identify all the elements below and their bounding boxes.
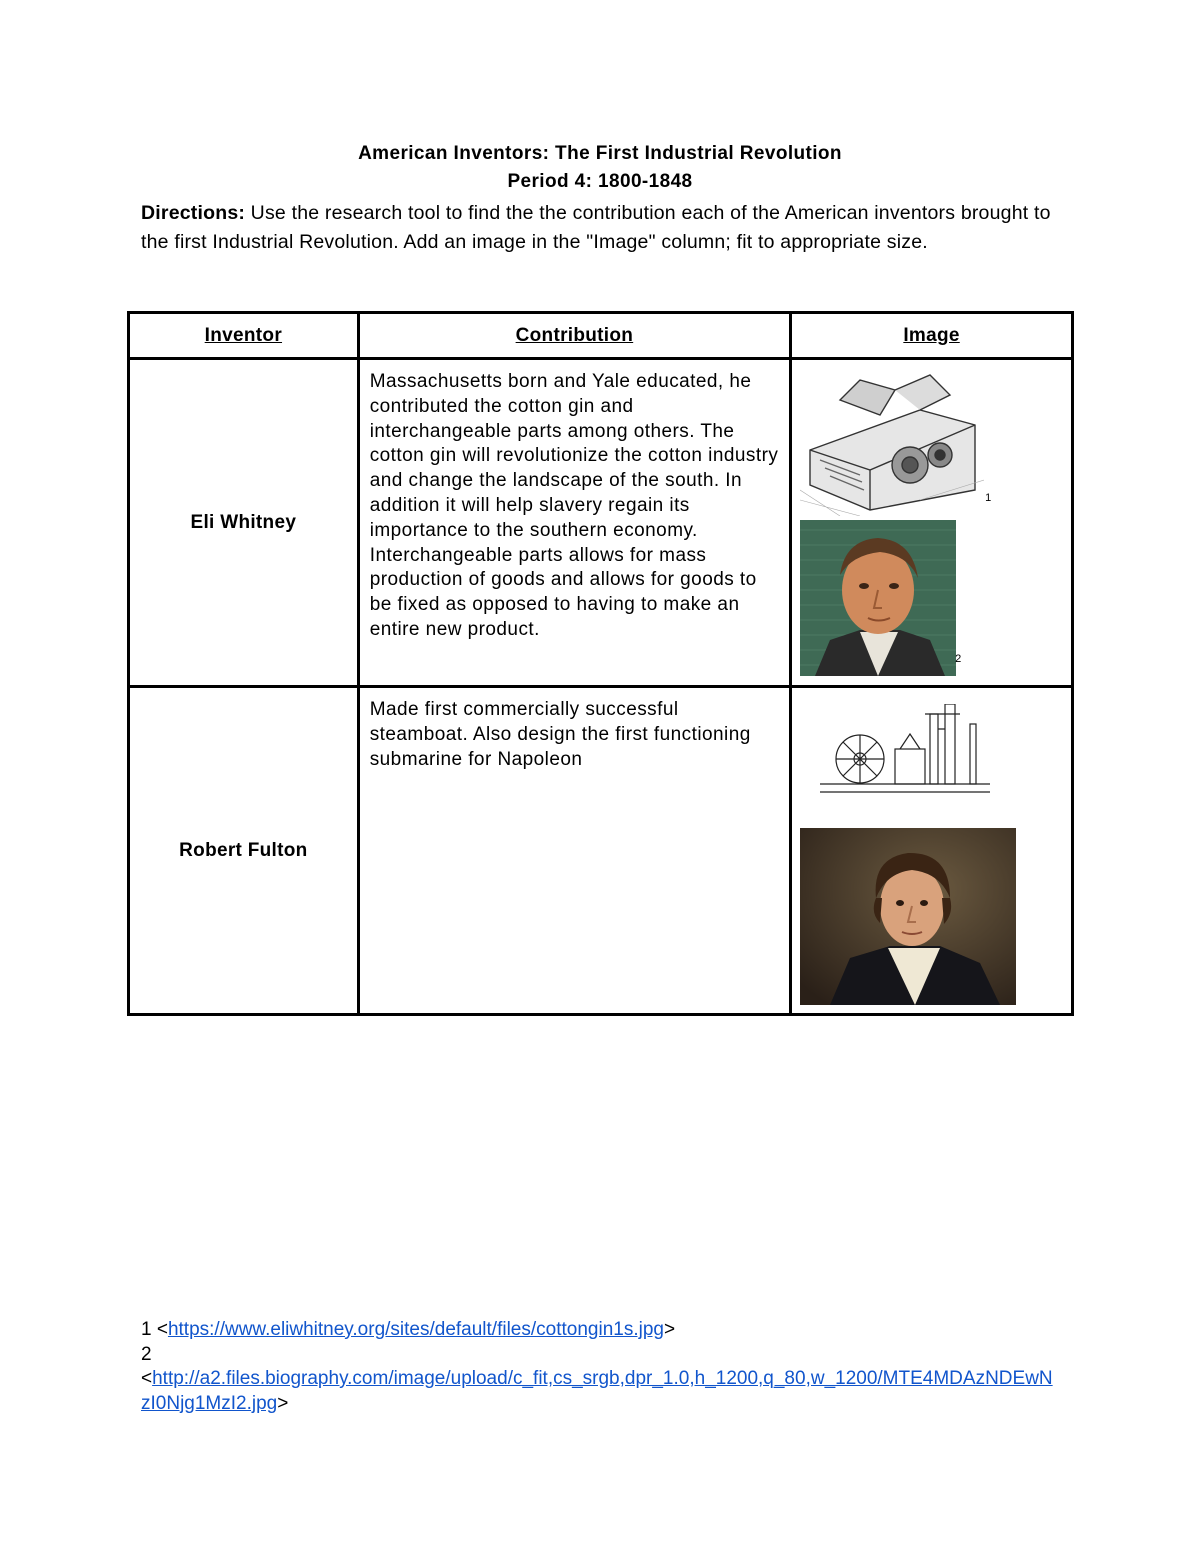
directions-paragraph <box>141 199 1071 257</box>
document-title: American Inventors: The First Industrial Revolution <box>358 143 842 164</box>
table-row <box>129 687 1073 1015</box>
footnote-2: <http://a2.files.biography.com/image/upload/c_fit,cs_srgb,dpr_1.0,h_1200,q_80,w_1200/MTE4MDAzNDEwNzI0Njg1MzI2.jpg> <box>141 1368 1053 1414</box>
footnote-ref-2: 2 <box>955 653 962 665</box>
contribution-text: Massachusetts born and Yale educated, he contributed the cotton gin and interchangeable parts among others. The cotton gin will revolutionize the cotton industry and change the landscape of the south. In addition it will help slavery regain its importance to the southern economy. Interchangeable parts allows for mass production of goods and allows for goods to be fixed as opposed to having to make an entire new product. <box>369 371 779 640</box>
steamboat-engine-sketch <box>820 704 990 804</box>
contribution-text: Made first commercially successful steamboat. Also design the first functioning submarine for Napoleon <box>369 699 751 770</box>
inventor-name: Eli Whitney <box>129 359 359 687</box>
eli-whitney-portrait <box>800 520 956 676</box>
footnote-number: 2 <box>141 1343 152 1365</box>
header-inventor: Inventor <box>129 313 359 359</box>
cotton-gin-illustration <box>800 370 984 516</box>
inventor-name: Robert Fulton <box>129 687 359 1015</box>
image-cell <box>791 359 1073 687</box>
robert-fulton-portrait <box>800 828 1016 1005</box>
footnotes <box>141 1318 1071 1416</box>
contribution-cell <box>358 687 790 1015</box>
image-cell <box>791 687 1073 1015</box>
directions-text: Use the research tool to find the the contribution each of the American inventors brought to the first Industrial Revolution. Add an image in the "Image" column; fit to appropriate size. <box>141 202 1051 253</box>
directions-label: Directions: <box>141 202 246 224</box>
header-contribution: Contribution <box>358 313 790 359</box>
inventors-table <box>127 311 1074 1016</box>
footnote-link[interactable]: https://www.eliwhitney.org/sites/default/files/cottongin1s.jpg <box>167 1319 664 1340</box>
table-row <box>129 359 1073 687</box>
contribution-cell <box>358 359 790 687</box>
header-image: Image <box>791 313 1073 359</box>
footnote-1: 1 <https://www.eliwhitney.org/sites/default/files/cottongin1s.jpg> <box>141 1319 676 1340</box>
footnote-ref-1: 1 <box>985 492 992 504</box>
footnote-link[interactable]: http://a2.files.biography.com/image/upload/c_fit,cs_srgb,dpr_1.0,h_1200,q_80,w_1200/MTE4MDAzNDEwNzI0Njg1MzI2.jpg <box>141 1368 1053 1414</box>
footnote-number: 1 <box>141 1319 152 1340</box>
table-header-row <box>129 313 1073 359</box>
period-subtitle: Period 4: 1800-1848 <box>507 171 693 192</box>
